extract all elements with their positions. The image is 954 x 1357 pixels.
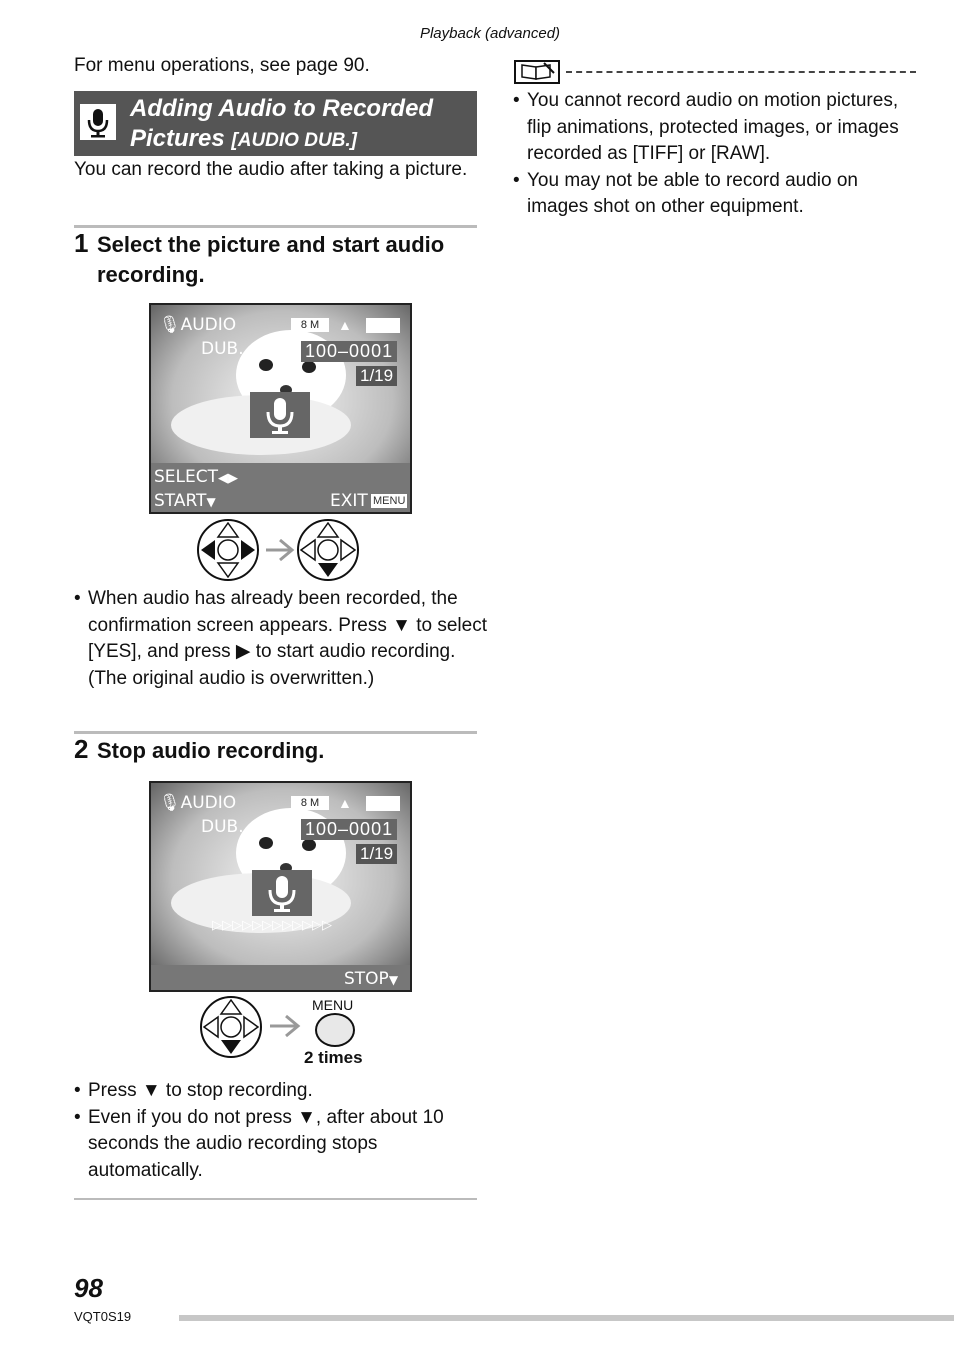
step1-controls	[196, 518, 361, 582]
divider	[74, 731, 477, 734]
camera-screen-1	[149, 303, 412, 514]
step-instruction: Stop audio recording.	[97, 738, 325, 763]
down-arrow-icon: ▼	[206, 495, 216, 509]
section-banner	[74, 91, 477, 156]
microphone-icon	[80, 104, 116, 140]
file-number: 100–0001	[301, 341, 397, 362]
divider	[74, 225, 477, 228]
stop-label: STOP▼	[344, 969, 399, 989]
step2-notes	[74, 1078, 474, 1184]
mode-line1: AUDIO	[180, 315, 237, 335]
intro-text: For menu operations, see page 90.	[74, 55, 370, 76]
mode-line1: AUDIO	[180, 793, 237, 813]
battery-icon	[366, 318, 400, 333]
select-label: SELECT◀▶	[154, 467, 238, 487]
microphone-icon: 🎙	[159, 315, 181, 335]
left-right-arrows-icon: ◀▶	[218, 471, 238, 486]
microphone-icon: 🎙	[159, 793, 181, 813]
step1-note: • When audio has already been recorded, the confirmation screen appears. Press ▼ to select [YES], and press ▶ to start audio recording. (The original audio is overwritten.)	[74, 586, 488, 692]
start-label: START▼	[154, 491, 216, 511]
mode-label	[159, 315, 236, 335]
mode-line2: DUB.	[201, 339, 244, 359]
times-label: 2 times	[304, 1048, 363, 1067]
page-number: 98	[74, 1273, 103, 1303]
step-instruction: Select the picture and start audio recording.	[97, 232, 445, 287]
section-title-main: Adding Audio to Recorded Pictures	[130, 95, 434, 152]
image-count: 1/19	[356, 844, 397, 864]
arrow-right-icon	[268, 1010, 304, 1042]
list-item: • Press ▼ to stop recording.	[74, 1078, 474, 1105]
image-size-badge: 8 M	[291, 318, 329, 332]
step-number: 1	[74, 228, 89, 258]
note-book-icon	[514, 60, 562, 84]
list-item: • You may not be able to record audio on images shot on other equipment.	[513, 168, 913, 221]
list-item: • You cannot record audio on motion pictures, flip animations, protected images, or images recorded as [TIFF] or [RAW].	[513, 88, 913, 168]
down-arrow-icon: ▼	[388, 973, 399, 987]
footer-bar	[179, 1315, 954, 1321]
menu-button-label: MENU	[312, 997, 354, 1013]
page-header-title: Playback (advanced)	[419, 25, 561, 42]
list-item: • Even if you do not press ▼, after about 10 seconds the audio recording stops automatically.	[74, 1105, 474, 1185]
cursor-pad-left-right-icon	[198, 520, 258, 580]
microphone-icon	[252, 870, 312, 916]
battery-icon	[366, 796, 400, 811]
arrow-right-icon	[266, 540, 292, 560]
cursor-pad-down-icon	[298, 520, 358, 580]
step-number: 2	[74, 734, 89, 764]
section-title	[130, 94, 477, 156]
notes-list	[513, 88, 913, 221]
image-size-badge: 8 M	[291, 796, 329, 810]
quality-icon: ▲	[338, 317, 352, 333]
exit-label: EXIT	[330, 491, 368, 511]
quality-icon: ▲	[338, 795, 352, 811]
divider	[74, 1198, 477, 1200]
menu-badge: MENU	[373, 495, 406, 507]
file-number: 100–0001	[301, 819, 397, 840]
camera-screen-2	[149, 781, 412, 992]
recording-progress: ▷▷▷▷▷▷▷▷▷▷▷▷	[212, 917, 332, 932]
microphone-icon	[250, 392, 310, 438]
cursor-pad-down-icon	[198, 995, 268, 1059]
image-count: 1/19	[356, 366, 397, 386]
document-code: VQT0S19	[74, 1309, 132, 1324]
dashed-divider	[566, 71, 916, 73]
mode-line2: DUB.	[201, 817, 244, 837]
section-title-tag: [AUDIO DUB.]	[231, 130, 357, 151]
mode-label	[159, 793, 236, 813]
section-description: You can record the audio after taking a picture.	[74, 159, 468, 180]
menu-button[interactable]	[315, 1013, 355, 1047]
